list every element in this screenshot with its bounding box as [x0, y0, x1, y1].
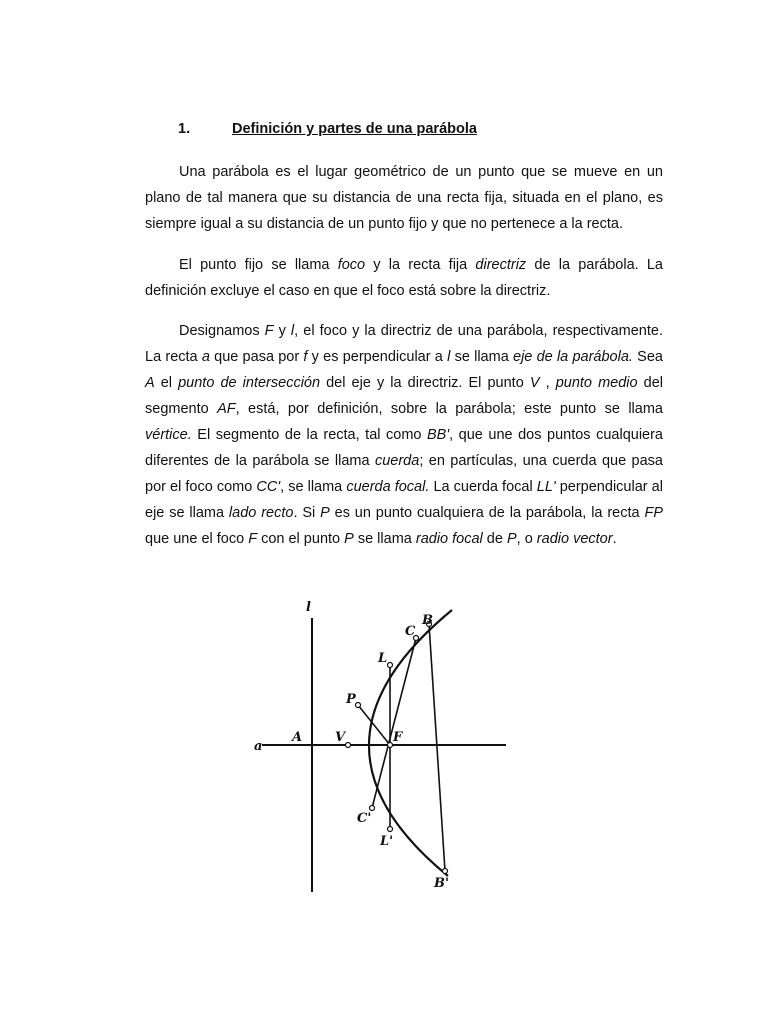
- parabola-diagram: [250, 600, 520, 900]
- symbol-F: F: [248, 531, 258, 547]
- text: de la parábola. La definición excluye el caso en que el foco está sobre la directriz.: [145, 257, 663, 299]
- term-radio-vector: radio vector: [536, 531, 613, 547]
- paragraph-definition: Una parábola es el lugar geométrico de un punto que se mueve en un plano de tal manera que su distancia de una recta fija, situada en el plano, es siempre igual a su distancia de un punto fijo y que no pertenece a la recta.: [145, 164, 663, 232]
- label-F: F: [393, 730, 403, 745]
- text: El punto fijo se llama: [179, 257, 338, 273]
- text: La cuerda focal: [429, 479, 537, 495]
- symbol-l: l: [290, 323, 295, 339]
- label-a: a: [254, 739, 263, 754]
- text: que pasa por: [209, 349, 304, 365]
- section-heading: [178, 121, 477, 137]
- text: ,: [539, 375, 556, 391]
- symbol-P: P: [320, 505, 330, 521]
- text: y es perpendicular a: [307, 349, 448, 365]
- label-P: P: [346, 692, 356, 707]
- symbol-FP: FP: [644, 505, 663, 521]
- term-punto-medio: punto medio: [555, 375, 638, 391]
- point-V: [346, 743, 351, 748]
- text: . Si: [293, 505, 321, 521]
- text: , se llama: [280, 479, 347, 495]
- text: que une el foco: [145, 531, 249, 547]
- symbol-P: P: [506, 531, 517, 547]
- label-L: L: [378, 651, 388, 666]
- point-L: [388, 663, 393, 668]
- paragraph-partes: [145, 318, 663, 552]
- point-P: [356, 703, 361, 708]
- text: del segmento: [145, 375, 663, 417]
- label-Lp: L': [380, 834, 394, 849]
- text: , que une dos puntos cualquiera diferentes de la parábola se llama: [145, 427, 663, 469]
- text: del eje y la directriz. El punto: [320, 375, 530, 391]
- label-C: C: [405, 624, 416, 639]
- text: con el punto: [257, 531, 345, 547]
- text: .: [612, 531, 617, 547]
- text: , está, por definición, sobre la parábola; este punto se llama: [235, 401, 663, 417]
- text: perpendicular al eje se llama: [145, 479, 663, 521]
- label-A: A: [292, 730, 303, 745]
- symbol-LL: LL': [536, 479, 556, 495]
- term-directriz: directriz: [475, 257, 527, 273]
- point-Cp: [370, 806, 375, 811]
- symbol-AF: AF: [217, 401, 236, 417]
- text: Sea: [632, 349, 663, 365]
- text: Designamos: [179, 323, 265, 339]
- section-number: 1.: [178, 121, 191, 137]
- point-Bp: [443, 869, 448, 874]
- label-B: B: [422, 613, 433, 628]
- point-F: [388, 743, 393, 748]
- text: ; en partículas, una cuerda que pasa por el foco como: [145, 453, 663, 495]
- text: se llama: [353, 531, 416, 547]
- symbol-f: f: [303, 349, 308, 365]
- symbol-a: a: [201, 349, 210, 365]
- section-title: Definición y partes de una parábola: [232, 121, 477, 137]
- text: y: [273, 323, 291, 339]
- label-Cp: C': [357, 811, 372, 826]
- term-vertice: vértice.: [145, 427, 192, 443]
- term-eje: eje de la parábola.: [513, 349, 633, 365]
- term-lado-recto: lado recto: [228, 505, 294, 521]
- symbol-V: V: [529, 375, 540, 391]
- text: y la recta fija: [365, 257, 476, 273]
- symbol-l: l: [447, 349, 451, 365]
- label-V: V: [335, 730, 346, 745]
- text: de: [482, 531, 507, 547]
- term-punto-interseccion: punto de intersección: [178, 375, 321, 391]
- term-cuerda: cuerda: [374, 453, 420, 469]
- symbol-BB: BB': [427, 427, 450, 443]
- point-Lp: [388, 827, 393, 832]
- paragraph-foco-directriz: [145, 252, 663, 304]
- text: El segmento de la recta, tal como: [191, 427, 427, 443]
- text: es un punto cualquiera de la parábola, la recta: [329, 505, 645, 521]
- parabola-figure: [250, 600, 520, 900]
- text: se llama: [450, 349, 514, 365]
- label-Bp: B': [434, 876, 449, 891]
- label-l: l: [306, 600, 311, 615]
- symbol-A: A: [145, 375, 155, 391]
- text: el: [154, 375, 179, 391]
- symbol-F: F: [264, 323, 274, 339]
- symbol-CC: CC': [256, 479, 281, 495]
- term-radio-focal: radio focal: [415, 531, 483, 547]
- chord-bb-line: [429, 624, 445, 871]
- term-foco: foco: [337, 257, 366, 273]
- term-cuerda-focal: cuerda focal.: [346, 479, 430, 495]
- text: , el foco y la directriz de una parábola, respectivamente. La recta: [145, 323, 663, 365]
- symbol-P: P: [344, 531, 354, 547]
- text: , o: [516, 531, 537, 547]
